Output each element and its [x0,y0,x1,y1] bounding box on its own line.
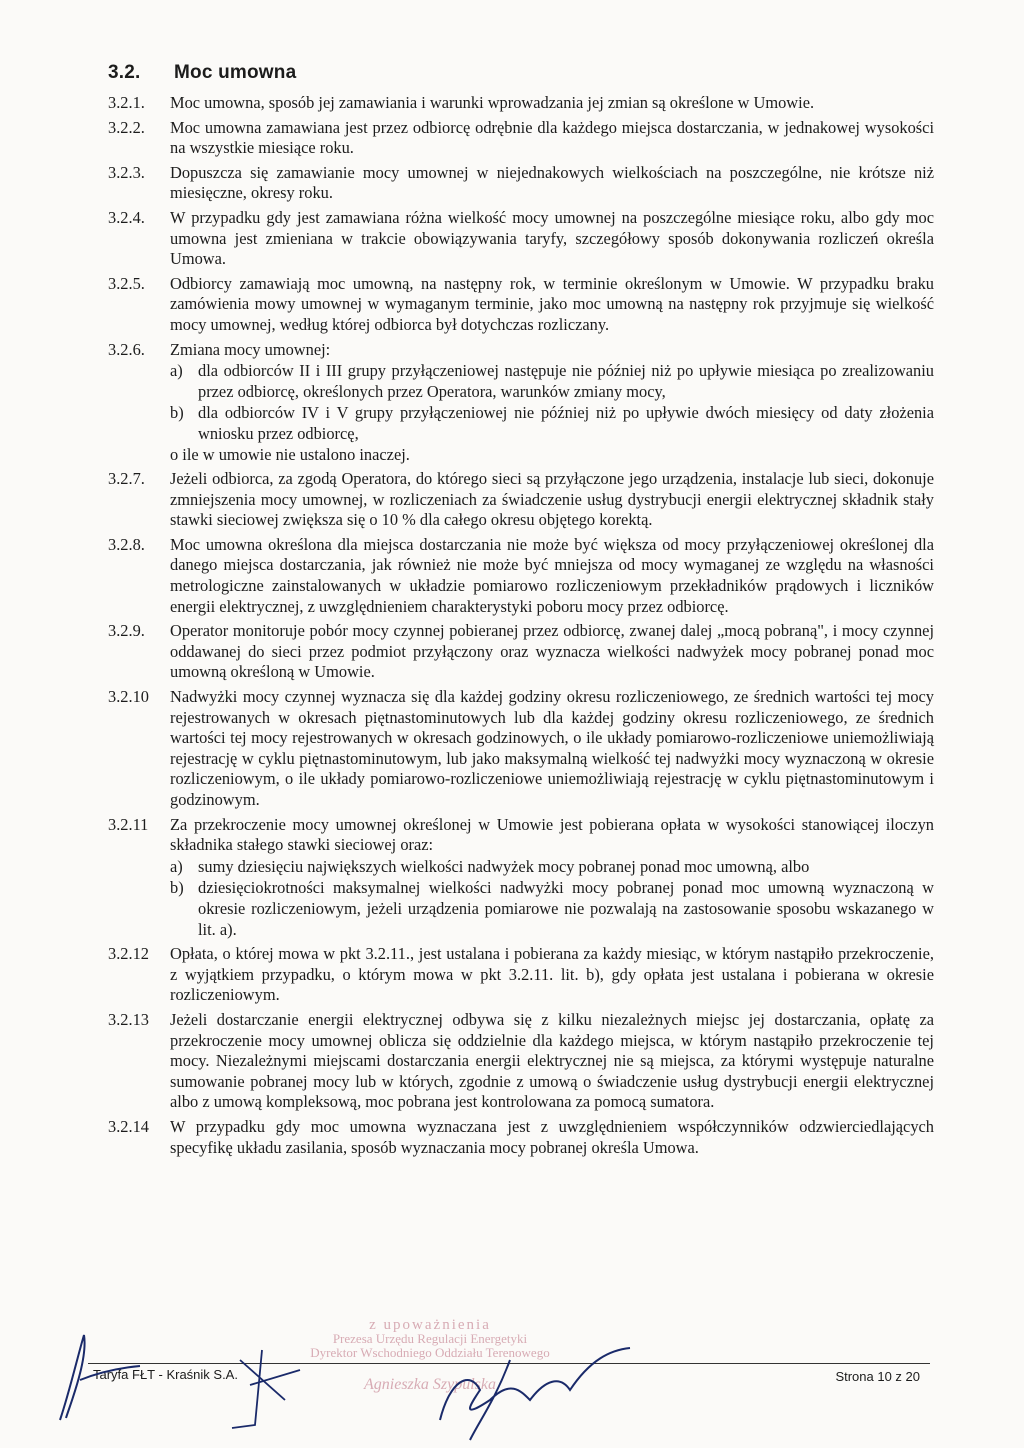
clause-number: 3.2.13 [108,1009,149,1029]
clause-text: Jeżeli dostarczanie energii elektrycznej odbywa się z kilku niezależnych miejsc jej dostarczania, opłatę za przekroczenie mocy umownej oblicza się oddzielnie dla każdego miejsca, w którym nastąpiło przekroczenie tej mocy. Niezależnymi miejscami dostarczania energii elektrycznej nie są miejsca, za którymi występuje naturalne sumowanie pobranej mocy lub w których, zgodnie z umową o świadczenie usług dystrybucji energii elektrycznej albo z umową kompleksową, moc pobrana jest kontrolowana za pomocą sumatora. [170,1009,934,1112]
clause-body [170,1010,934,1113]
clause-body [170,118,934,159]
clause-body [170,687,934,811]
clause-tail: o ile w umowie nie ustalono inaczej. [170,444,410,464]
clause-body [170,1117,934,1158]
clause-text: Odbiorcy zamawiają moc umowną, na następny rok, w terminie określonym w Umowie. W przypadku braku zamówienia mowy umownej w wymaganym terminie, jako moc umowną na następny rok przyjmuje się wielkość mocy umownej, według której odbiorca był dotychczas rozliczany. [170,273,934,334]
stamp-line-4: Agnieszka Szypulska [364,1376,496,1393]
clause-number: 3.2.1. [108,93,145,112]
official-stamp [300,1318,560,1392]
clause-list [108,93,934,1162]
clause-body [170,535,934,617]
clause-5 [108,274,934,336]
clause-1 [108,93,934,114]
clause-14 [108,1117,934,1158]
clause-number: 3.2.10 [108,687,149,707]
clause-number: 3.2.11 [108,814,149,834]
clause-subitem [170,857,934,878]
clause-text: Moc umowna określona dla miejsca dostarczania nie może być większa od mocy przyłączeniowej określonej dla danego miejsca dostarczania, jak również nie może być mniejsza od mocy wymaganej ze względu na własności metrologiczne zainstalowanych w układzie pomiarowo rozliczeniowym przekładników prądowych i liczników energii elektrycznej, z uwzględnieniem charakterystyki poboru mocy przez odbiorcę. [170,534,934,616]
stamp-line-1: z upoważnienia [369,1317,491,1333]
footer-divider [88,1363,930,1364]
subitem-text: dla odbiorców IV i V grupy przyłączeniowej nie później niż po upływie dwóch miesięcy od daty złożenia wniosku przez odbiorcę, [198,403,934,443]
clause-text: W przypadku gdy jest zamawiana różna wielkość mocy umownej na poszczególne miesiące roku, albo gdy moc umowna jest zmieniana w trakcie obowiązywania taryfy, szczegółowy sposób dokonywania rozliczeń określa Umowa. [170,207,934,269]
clause-number: 3.2.3. [108,162,145,182]
clause-6 [108,340,934,466]
subitem-text: sumy dziesięciu największych wielkości nadwyżek mocy pobranej ponad moc umowną, albo [198,856,810,876]
clause-subitem [170,403,934,444]
clause-number: 3.2.7. [108,469,145,489]
subitem-label: b) [170,403,184,423]
subitem-label: a) [170,856,183,876]
clause-7 [108,469,934,531]
clause-number: 3.2.12 [108,944,149,964]
clause-text: Opłata, o której mowa w pkt 3.2.11., jest ustalana i pobierana za każdy miesiąc, w którym nastąpiło przekroczenie, z wyjątkiem przypadku, o którym mowa w pkt 3.2.11. lit. b), gdy opłata jest ustalana i pobierana w okresie rozliczeniowym. [170,944,934,1005]
clause-text: Operator monitoruje pobór mocy czynnej pobieranej przez odbiorcę, zwanej dalej „mocą pobraną", i mocy czynnej oddawanej do sieci przez podmiot przyłączony oraz wyznacza wielkości nadwyżek mocy pobranej ponad moc umowną określoną w Umowie. [170,621,934,682]
clause-text: Zmiana mocy umownej: [170,339,331,359]
clause-number: 3.2.9. [108,621,145,641]
section-heading [108,62,296,84]
clause-body [170,469,934,531]
section-number: 3.2. [108,62,141,83]
subitem-label: b) [170,878,184,898]
clause-2 [108,118,934,159]
clause-text: Jeżeli odbiorca, za zgodą Operatora, do którego sieci są przyłączone jego urządzenia, instalacje lub sieci, dokonuje zmniejszenia mocy umownej, w rozliczeniach za świadczenie usług dystrybucji energii elektrycznej składnik stały stawki sieciowej zwiększa się o 10 % dla całego okresu objętego korektą. [170,469,934,530]
clause-body [170,208,934,270]
footer-page-number: Strona 10 z 20 [835,1369,920,1384]
subitem-text: dla odbiorców II i III grupy przyłączeniowej następuje nie później niż po upływie miesiąca po zrealizowaniu przez odbiorcę, określonych przez Operatora, warunków zmiany mocy, [198,361,934,401]
clause-number: 3.2.6. [108,339,145,359]
subitem-text: dziesięciokrotności maksymalnej wielkości nadwyżki mocy pobranej ponad moc umowną wyznaczoną w okresie rozliczeniowym, jeżeli urządzenia pomiarowe nie pozwalają na zastosowanie sposobu wskazanego w lit. a). [198,878,934,939]
clause-body [170,944,934,1006]
clause-body [170,93,934,114]
section-title: Moc umowna [174,62,297,83]
clause-3 [108,163,934,204]
clause-12 [108,944,934,1006]
right-signature [440,1348,630,1440]
clause-number: 3.2.5. [108,273,145,293]
clause-subitem [170,878,934,940]
clause-body [170,621,934,683]
clause-11 [108,815,934,941]
clause-body [170,274,934,336]
clause-text: Moc umowna zamawiana jest przez odbiorcę odrębnie dla każdego miejsca dostarczania, w jednakowej wysokości na wszystkie miesiące roku. [170,117,934,158]
clause-13 [108,1010,934,1113]
initial-mark [232,1350,300,1428]
footer-company: Taryfa FŁT - Kraśnik S.A. [93,1367,238,1382]
clause-text: W przypadku gdy moc umowna wyznaczana jest z uwzględnieniem współczynników odzwierciedlających specyfikę układu zasilania, sposób wyznaczania mocy pobranej określa Umowa. [170,1116,934,1157]
clause-number: 3.2.8. [108,534,145,554]
clause-body [170,815,934,941]
stamp-line-2: Prezesa Urzędu Regulacji Energetyki [332,1331,528,1346]
clause-4 [108,208,934,270]
clause-text: Za przekroczenie mocy umownej określonej w Umowie jest pobierana opłata w wysokości stanowiącej iloczyn składnika stałego stawki sieciowej oraz: [170,814,934,855]
clause-number: 3.2.2. [108,117,145,137]
clause-text: Nadwyżki mocy czynnej wyznacza się dla każdej godziny okresu rozliczeniowego, ze średnich wartości tej mocy rejestrowanych w okresach piętnastominutowych lub dla każdej godziny okresu rozliczeniowego, ze średnich wartości tej mocy rejestrowanych w okresach godzinowych, o ile układy pomiarowo-rozliczeniowe uniemożliwiają rejestrację w cyklu piętnastominutowym, lub jako maksymalną wielkość tej nadwyżki mocy wyznaczoną w okresie rozliczeniowym, o ile układy pomiarowo-rozliczeniowe uniemożliwiają rejestrację w cyklu piętnastominutowym i godzinowym. [170,687,934,809]
clause-8 [108,535,934,617]
clause-body [170,163,934,204]
clause-number: 3.2.14 [108,1116,149,1136]
stamp-line-3: Dyrektor Wschodniego Oddziału Terenowego [310,1345,550,1360]
clause-text: Moc umowna, sposób jej zamawiania i warunki wprowadzania jej zmian są określone w Umowie. [170,93,815,112]
clause-subitem [170,361,934,402]
clause-body [170,340,934,466]
clause-9 [108,621,934,683]
clause-10 [108,687,934,811]
clause-text: Dopuszcza się zamawianie mocy umownej w niejednakowych wielkościach na poszczególne, nie krótsze niż miesięczne, okresy roku. [170,162,934,203]
clause-number: 3.2.4. [108,207,145,227]
subitem-label: a) [170,361,183,381]
